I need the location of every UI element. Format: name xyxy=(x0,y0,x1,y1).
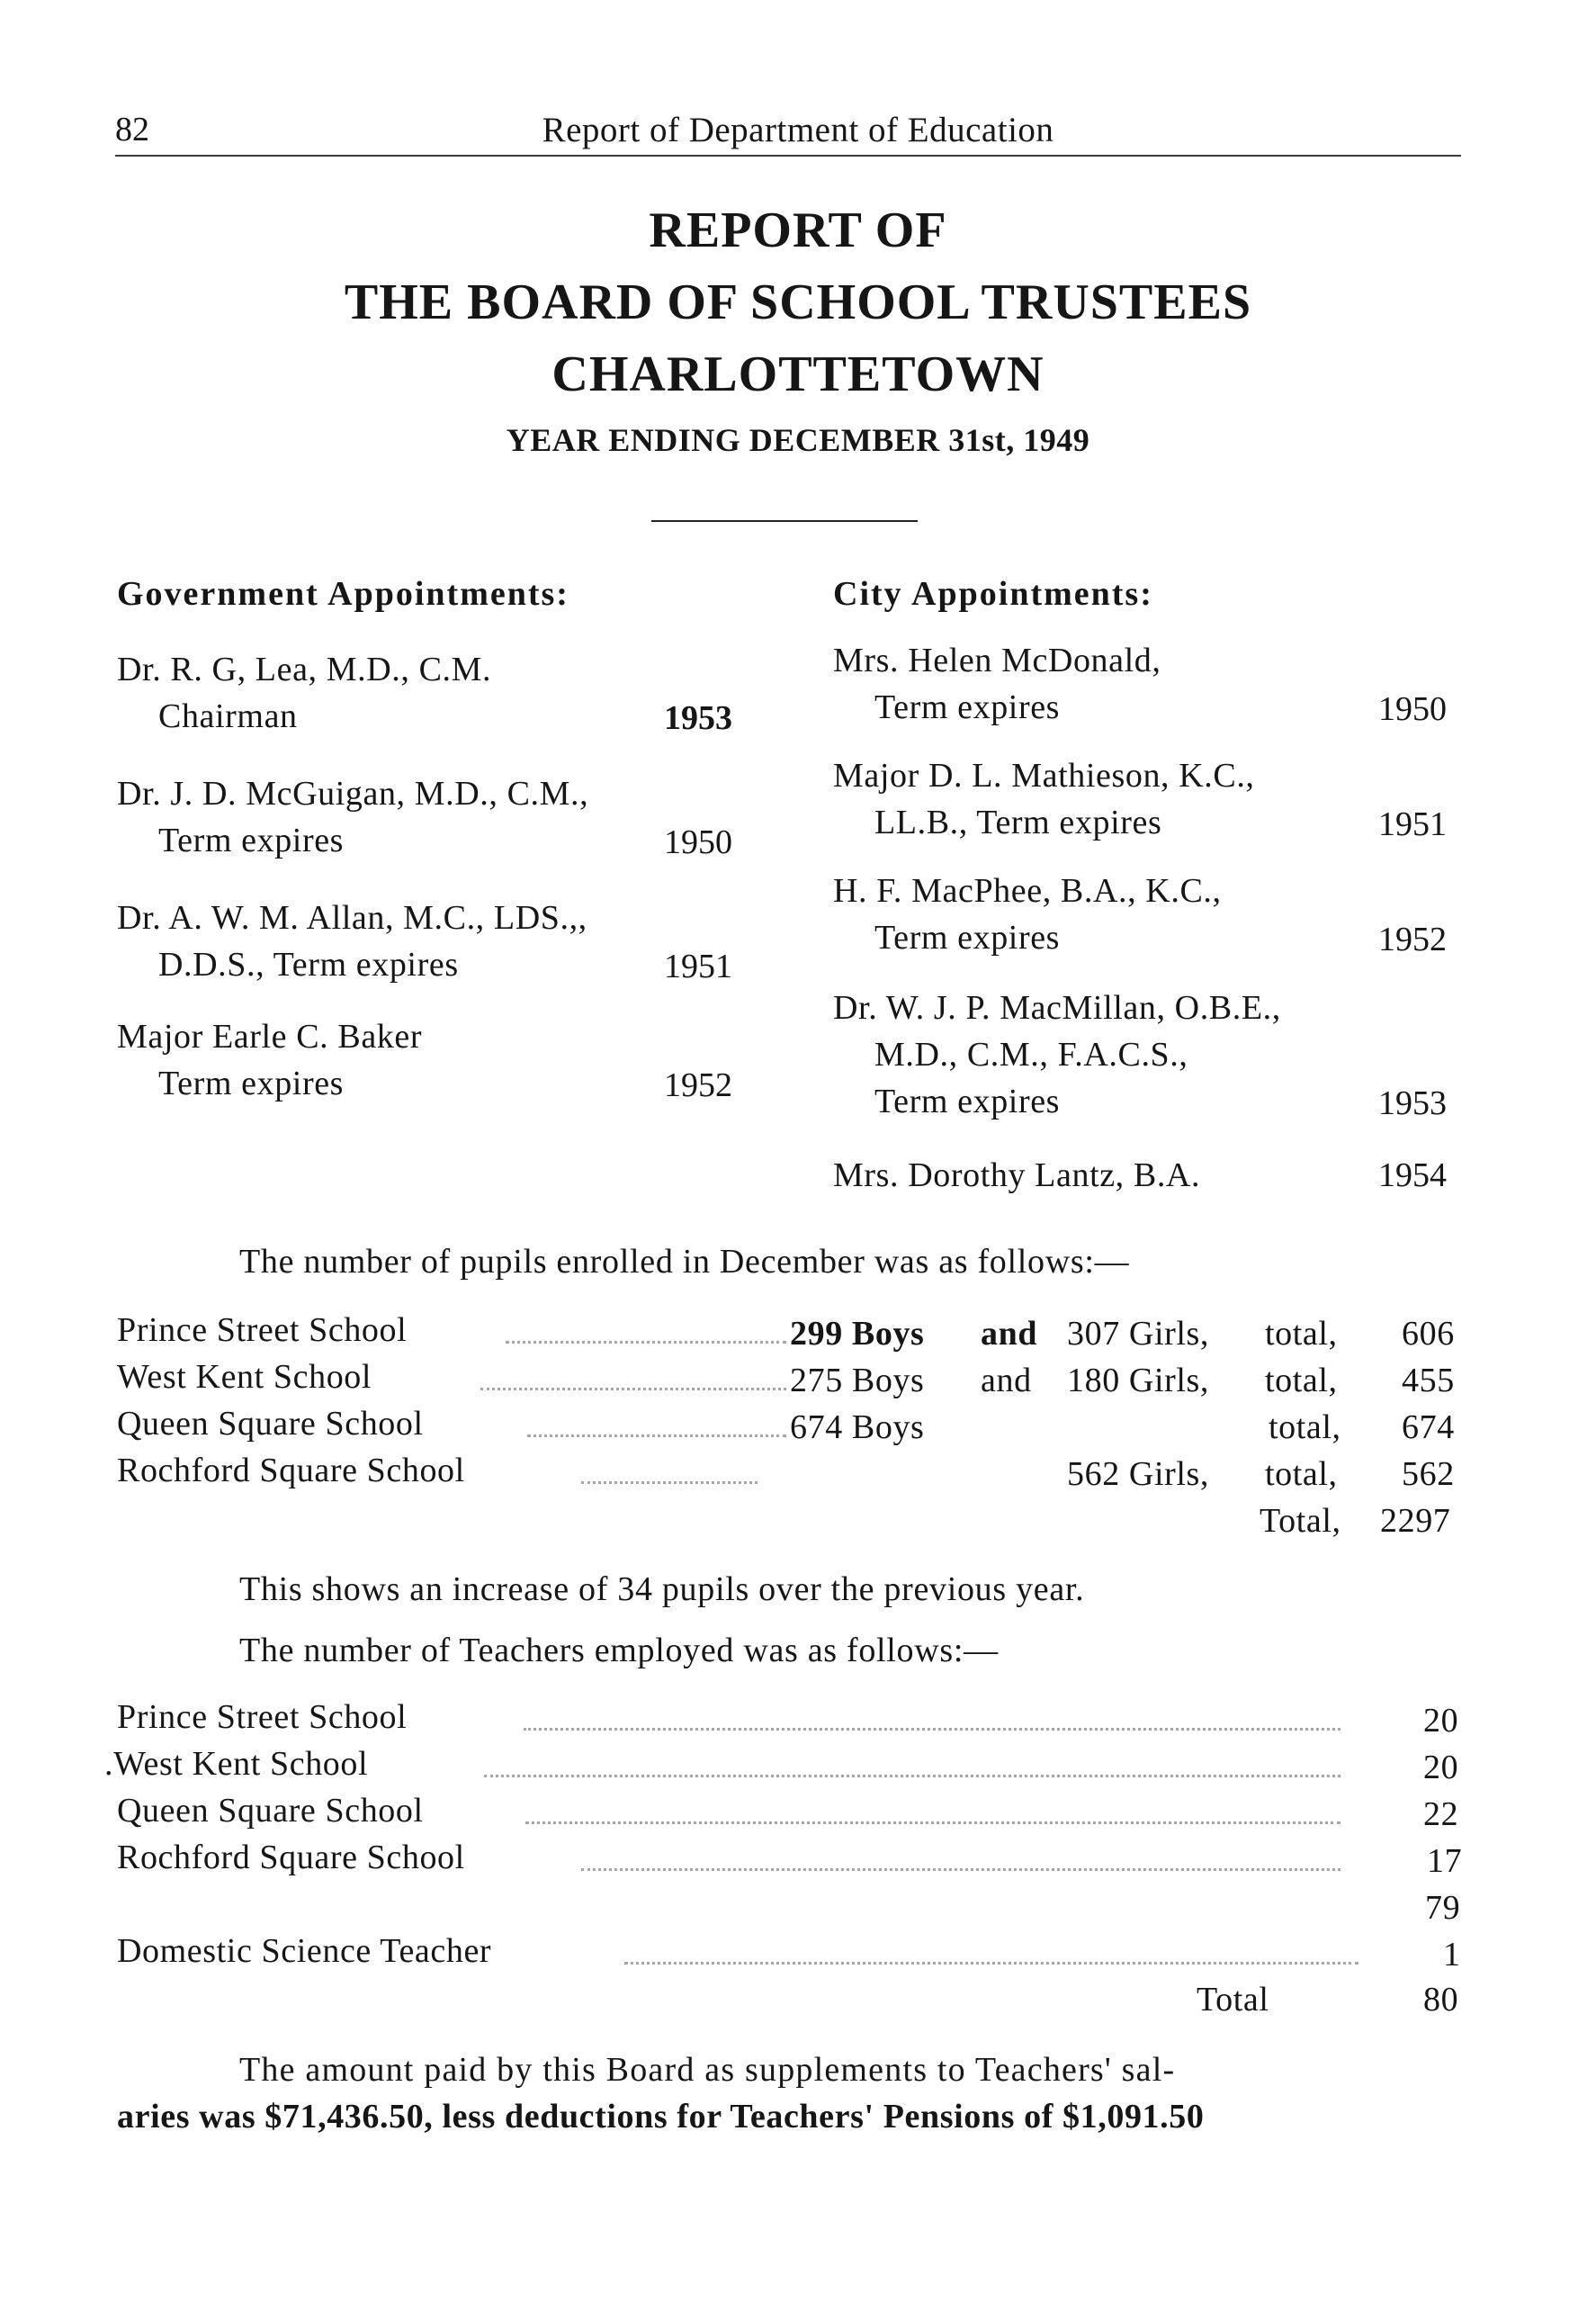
city-entry-3-term: Term expires xyxy=(874,919,1061,957)
report-title-line-2: THE BOARD OF SCHOOL TRUSTEES xyxy=(344,274,1252,330)
page-number: 82 xyxy=(115,111,149,148)
pupils-row-4-leader xyxy=(581,1481,758,1484)
pupils-row-2-total-label: total, xyxy=(1265,1362,1338,1399)
pupils-row-1-and: and xyxy=(981,1315,1038,1353)
title-rule xyxy=(651,520,918,522)
pupils-row-1-total-label: total, xyxy=(1265,1315,1338,1353)
pupils-increase-note: This shows an increase of 34 pupils over the previous year. xyxy=(239,1570,1085,1608)
closing-line-1: The amount paid by this Board as supplements to Teachers' sal- xyxy=(239,2051,1176,2089)
city-entry-4-name: Dr. W. J. P. MacMillan, O.B.E., xyxy=(833,989,1281,1027)
city-entry-1-name: Mrs. Helen McDonald, xyxy=(833,642,1161,679)
gov-entry-1-year: 1953 xyxy=(664,699,732,737)
pupils-grand-total-label: Total, xyxy=(1260,1502,1341,1540)
city-entry-3-name: H. F. MacPhee, B.A., K.C., xyxy=(833,872,1222,910)
pupils-row-1-girls: 307 Girls, xyxy=(1067,1315,1209,1353)
gov-entry-1-name: Dr. R. G, Lea, M.D., C.M. xyxy=(117,651,492,688)
pupils-row-4-school: Rochford Square School xyxy=(117,1452,465,1489)
teachers-row-2-count: 20 xyxy=(1423,1749,1459,1786)
gov-entry-2-term: Term expires xyxy=(158,822,345,859)
pupils-row-4-total: 562 xyxy=(1402,1455,1455,1493)
closing-line-2: aries was $71,436.50, less deductions for Teachers' Pensions of $1,091.50 xyxy=(117,2098,1205,2136)
pupils-row-2-and: and xyxy=(981,1362,1032,1399)
teachers-row-4-school: Rochford Square School xyxy=(117,1839,465,1876)
teachers-row-2-leader xyxy=(484,1775,1340,1777)
header-rule xyxy=(115,155,1461,157)
city-entry-3-year: 1952 xyxy=(1378,921,1447,958)
teachers-total-label: Total xyxy=(1197,1981,1269,2019)
pupils-row-4-girls: 562 Girls, xyxy=(1067,1455,1209,1493)
domestic-science-count: 1 xyxy=(1443,1936,1461,1974)
city-entry-2-year: 1951 xyxy=(1378,805,1447,843)
city-entry-5-name: Mrs. Dorothy Lantz, B.A. xyxy=(833,1156,1201,1194)
teachers-row-2-school: .West Kent School xyxy=(104,1745,369,1783)
government-appointments-heading: Government Appointments: xyxy=(117,575,569,613)
pupils-row-1-school: Prince Street School xyxy=(117,1311,408,1349)
domestic-science-label: Domestic Science Teacher xyxy=(117,1932,492,1970)
gov-entry-2-name: Dr. J. D. McGuigan, M.D., C.M., xyxy=(117,775,589,813)
city-entry-4-credentials: M.D., C.M., F.A.C.S., xyxy=(874,1036,1188,1074)
teachers-row-3-leader xyxy=(525,1821,1340,1824)
pupils-row-1-boys: 299 Boys xyxy=(790,1315,925,1353)
pupils-intro: The number of pupils enrolled in December was as follows:— xyxy=(239,1243,1130,1281)
gov-entry-3-term: D.D.S., Term expires xyxy=(158,946,459,984)
city-appointments-heading: City Appointments: xyxy=(833,575,1153,613)
teachers-row-3-school: Queen Square School xyxy=(117,1792,424,1830)
gov-entry-4-term: Term expires xyxy=(158,1065,345,1102)
teachers-total: 80 xyxy=(1423,1981,1459,2019)
pupils-row-2-leader xyxy=(480,1388,786,1390)
city-entry-5-year: 1954 xyxy=(1378,1156,1447,1194)
report-subtitle: YEAR ENDING DECEMBER 31st, 1949 xyxy=(506,422,1090,458)
pupils-row-2-school: West Kent School xyxy=(117,1358,372,1396)
pupils-row-3-boys: 674 Boys xyxy=(790,1408,925,1446)
pupils-row-2-boys: 275 Boys xyxy=(790,1362,925,1399)
gov-entry-3-name: Dr. A. W. M. Allan, M.C., LDS.,, xyxy=(117,899,587,937)
teachers-row-1-count: 20 xyxy=(1423,1702,1459,1740)
city-entry-2-term: LL.B., Term expires xyxy=(874,804,1162,841)
pupils-row-4-total-label: total, xyxy=(1265,1455,1338,1493)
city-entry-4-year: 1953 xyxy=(1378,1084,1447,1122)
gov-entry-2-year: 1950 xyxy=(664,823,732,861)
teachers-intro: The number of Teachers employed was as follows:— xyxy=(239,1632,999,1669)
pupils-row-1-total: 606 xyxy=(1402,1315,1455,1353)
teachers-row-1-leader xyxy=(524,1728,1340,1731)
report-title-line-3: CHARLOTTETOWN xyxy=(551,346,1045,402)
gov-entry-1-role: Chairman xyxy=(158,697,298,735)
city-entry-2-name: Major D. L. Mathieson, K.C., xyxy=(833,757,1255,795)
city-entry-4-term: Term expires xyxy=(874,1083,1061,1120)
gov-entry-4-name: Major Earle C. Baker xyxy=(117,1018,423,1056)
domestic-science-leader xyxy=(624,1962,1358,1965)
pupils-row-3-total-label: total, xyxy=(1269,1408,1341,1446)
teachers-subtotal: 79 xyxy=(1425,1889,1461,1927)
report-title-line-1: REPORT OF xyxy=(649,202,947,258)
running-title: Report of Department of Education xyxy=(542,111,1054,149)
pupils-grand-total: 2297 xyxy=(1380,1502,1451,1540)
pupils-row-3-total: 674 xyxy=(1402,1408,1455,1446)
pupils-row-3-school: Queen Square School xyxy=(117,1405,424,1443)
gov-entry-3-year: 1951 xyxy=(664,948,732,985)
pupils-row-3-leader xyxy=(527,1434,786,1437)
city-entry-1-year: 1950 xyxy=(1378,690,1447,728)
gov-entry-4-year: 1952 xyxy=(664,1066,732,1104)
pupils-row-2-total: 455 xyxy=(1402,1362,1455,1399)
pupils-row-1-leader xyxy=(506,1341,786,1344)
teachers-row-4-leader xyxy=(581,1868,1340,1871)
teachers-row-4-count: 17 xyxy=(1427,1842,1463,1880)
city-entry-1-term: Term expires xyxy=(874,688,1061,726)
teachers-row-1-school: Prince Street School xyxy=(117,1698,408,1736)
pupils-row-2-girls: 180 Girls, xyxy=(1067,1362,1209,1399)
teachers-row-3-count: 22 xyxy=(1423,1795,1459,1833)
